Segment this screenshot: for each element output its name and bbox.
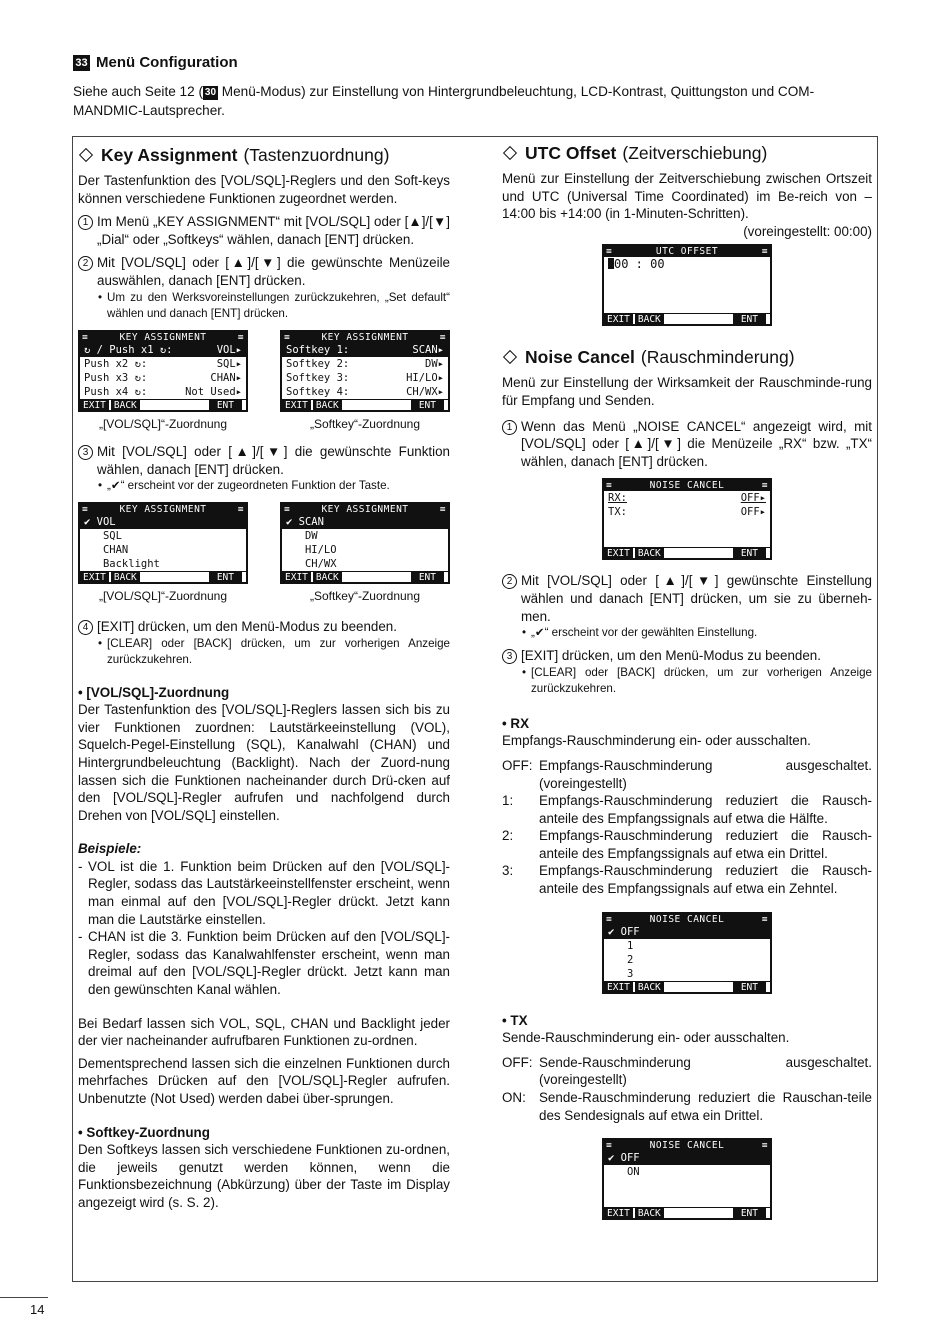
lcd-row: Softkey 1: SCAN▸	[282, 343, 448, 357]
lcd-screen	[602, 1138, 772, 1220]
example-item: - VOL ist die 1. Funktion beim Drücken auf den [VOL/SQL]-Regler, sodass das Lautstärkeeinstellfenster erscheint, wenn man einmal auf den [VOL/SQL]-Regler drückt. Jetzt kann man die Lautstärke einstellen.	[78, 858, 450, 927]
lcd-softkeys: EXIT BACK ENT	[604, 313, 770, 324]
definition-row: 2: Empfangs-Rauschminderung reduziert die Rausch-anteile des Empfangssignals auf etwa ein Drittel.	[502, 828, 872, 861]
step-2	[502, 572, 872, 625]
lcd-row: Push x4 ↻: Not Used▸	[84, 385, 242, 398]
lcd-row: Push x3 ↻: CHAN▸	[84, 371, 242, 384]
step-1	[502, 418, 872, 471]
heading-subtitle: (Zeitverschiebung)	[622, 143, 768, 163]
screen-caption: „[VOL/SQL]“-Zuordnung	[98, 416, 228, 431]
screen-caption: „Softkey“-Zuordnung	[309, 589, 421, 604]
lcd-row: CHAN	[84, 544, 129, 557]
lcd-row: 1	[608, 939, 634, 952]
utc-text: Menü zur Einstellung der Zeitverschiebung zwischen Ortszeit und UTC (Universal Time Coordinated) im Be-reich von –14:00 bis +14:00 (in 1-Minuten-Schritten).	[502, 171, 872, 222]
lcd-screen	[78, 330, 248, 412]
step-note: • [CLEAR] oder [BACK] drücken, um zur vorherigen Anzeige zurückzukehren.	[502, 665, 872, 697]
paragraph: Dementsprechend lassen sich die einzelnen Funktionen durch mehrfaches Drücken auf den [VOL/SQL]-Regler aufrufen. Unbenutzte (Not Used) werden dabei über-sprungen.	[78, 1055, 450, 1106]
lcd-row: 2	[608, 953, 634, 966]
lcd-row: Push x2 ↻: SQL▸	[84, 357, 242, 370]
intro-text-b: Menü-Modus) zur Einstellung von Hintergrundbeleuchtung, LCD-Kontrast, Quittungston und COM-MANDMIC-Lautsprecher.	[73, 84, 815, 118]
heading-title: Noise Cancel	[525, 347, 635, 368]
step-number: 1	[78, 215, 93, 230]
heading-title: UTC Offset	[525, 143, 617, 163]
section-intro	[73, 82, 883, 120]
lcd-title-bar: ≡ KEY ASSIGNMENT ≡	[284, 504, 446, 516]
lcd-title-bar: ≡ KEY ASSIGNMENT ≡	[284, 331, 446, 343]
lcd-row: ✔ OFF	[604, 1151, 770, 1165]
step-number: 2	[78, 256, 93, 271]
section-number-badge: 33	[73, 55, 90, 71]
lcd-row: SQL	[84, 530, 122, 543]
lcd-title-bar: ≡ KEY ASSIGNMENT ≡	[82, 331, 244, 343]
lcd-screen	[280, 330, 450, 412]
heading-title: Key Assignment	[101, 145, 238, 165]
lcd-row: ↻ / Push x1 ↻: VOL▸	[80, 343, 246, 357]
diamond-icon	[503, 146, 517, 160]
lcd-row: 00 : 00	[604, 257, 770, 271]
vol-sql-subheading: • [VOL/SQL]-Zuordnung	[78, 684, 230, 700]
step-note: • „✔“ erscheint vor der zugeordneten Funktion der Taste.	[78, 478, 450, 494]
page-rule	[0, 1297, 48, 1298]
examples-heading: Beispiele:	[78, 841, 142, 857]
step-text: [EXIT] drücken, um den Menü-Modus zu beenden.	[97, 618, 397, 634]
right-column	[502, 142, 872, 1220]
step-text: [EXIT] drücken, um den Menü-Modus zu beenden.	[521, 648, 821, 664]
lcd-softkeys: EXIT BACK ENT	[604, 547, 770, 558]
lcd-softkeys: EXIT BACK ENT	[604, 1207, 770, 1218]
step-3	[502, 647, 872, 665]
step-note: • „✔“ erscheint vor der gewählten Einstellung.	[502, 625, 872, 641]
diamond-icon	[503, 350, 517, 364]
screen-softkey-select	[280, 502, 450, 606]
lcd-title-bar: ≡ NOISE CANCEL ≡	[606, 913, 768, 925]
lcd-screen	[602, 478, 772, 560]
step-text: Mit [VOL/SQL] oder [▲]/[▼] die gewünschte Funktion wählen, danach [ENT] drücken.	[97, 444, 450, 477]
lcd-row: Softkey 3: HI/LO▸	[286, 371, 444, 384]
step-text: Mit [VOL/SQL] oder [▲]/[▼] gewünschte Einstellung wählen und danach [ENT] drücken, um sie zu überneh-men.	[521, 573, 872, 624]
definition-row: OFF: Empfangs-Rauschminderung ausgeschaltet. (voreingestellt)	[502, 757, 872, 791]
step-number: 4	[78, 620, 93, 635]
definition-row: ON: Sende-Rauschminderung reduziert die Rauschan-teile des Sendesignals auf etwa ein Drittel.	[502, 1090, 872, 1123]
paragraph: Bei Bedarf lassen sich VOL, SQL, CHAN und Backlight jeder der vier nacheinander aufrufbaren Funktionen zu-ordnen.	[78, 1015, 450, 1049]
left-column	[78, 144, 450, 1212]
step-number: 2	[502, 574, 517, 589]
lcd-softkeys: EXIT BACK ENT	[80, 571, 246, 582]
lcd-screen	[602, 244, 772, 326]
lcd-title-bar: ≡ UTC OFFSET ≡	[606, 246, 768, 258]
key-assignment-intro: Der Tastenfunktion des [VOL/SQL]-Reglers und den Soft-keys können verschiedene Funktionen zugeordnet werden.	[78, 173, 450, 206]
tx-definitions	[502, 1054, 872, 1124]
lcd-softkeys: EXIT BACK ENT	[604, 981, 770, 992]
noise-cancel-heading	[502, 346, 872, 368]
definition-row: 3: Empfangs-Rauschminderung reduziert die Rausch-anteile des Empfangssignals auf etwa ein Zehntel.	[502, 863, 872, 897]
lcd-row: Softkey 2: DW▸	[286, 357, 444, 370]
screen-softkey	[280, 330, 450, 434]
heading-subtitle: (Rauschminderung)	[640, 347, 795, 368]
lcd-screen	[78, 502, 248, 584]
screen-vol-sql-select	[78, 502, 248, 606]
lcd-row: ✔ VOL	[80, 515, 246, 529]
screen-caption: „[VOL/SQL]“-Zuordnung	[98, 589, 228, 604]
lcd-row: HI/LO	[286, 544, 337, 557]
key-assignment-heading	[78, 144, 450, 166]
section-heading	[73, 54, 238, 71]
lcd-softkeys: EXIT BACK ENT	[282, 399, 448, 410]
noise-screen-2-wrap	[502, 912, 872, 994]
screens-row-2	[78, 502, 450, 606]
page-number: 14	[30, 1302, 45, 1317]
lcd-title-bar: ≡ KEY ASSIGNMENT ≡	[82, 504, 244, 516]
example-item: - CHAN ist die 3. Funktion beim Drücken auf den [VOL/SQL]-Regler, sodass das Kanalwahlfenster erscheint, wenn man dreimal auf den [VOL/SQL]-Regler drückt. Jetzt kann man den gewünschten Kanal wählen.	[78, 929, 450, 998]
noise-text: Menü zur Einstellung der Wirksamkeit der Rauschminde-rung für Empfang und Senden.	[502, 375, 872, 408]
lcd-row: TX: OFF▸	[608, 506, 766, 519]
vol-sql-text: Der Tastenfunktion des [VOL/SQL]-Reglers lassen sich bis zu vier Funktionen zuordnen: Lautstärkeeinstellung (VOL), Squelch-Pegel-Einstellung (SQL), Kanalwahl (CHAN) und Hintergrundbeleuchtung (Backlight). Nach der Zuord-nung lassen sich die Funktionen nacheinander durch Drü-cken auf den [VOL/SQL]-Regler aufrufen und nachfolgend durch Drehen von [VOL/SQL] einstellen.	[78, 702, 450, 823]
softkey-subheading: • Softkey-Zuordnung	[78, 1124, 210, 1140]
noise-screen-3-wrap	[502, 1138, 872, 1220]
lcd-row: DW	[286, 530, 318, 543]
diamond-icon	[79, 148, 93, 162]
screen-caption: „Softkey“-Zuordnung	[309, 416, 421, 431]
step-3	[78, 443, 450, 478]
lcd-softkeys: EXIT BACK ENT	[80, 399, 246, 410]
step-4	[78, 618, 450, 636]
lcd-softkeys: EXIT BACK ENT	[282, 571, 448, 582]
tx-subheading: • TX	[502, 1012, 528, 1028]
lcd-row: Softkey 4: CH/WX▸	[286, 385, 444, 398]
lcd-row: 3	[608, 967, 634, 980]
lcd-row: CH/WX	[286, 558, 337, 571]
step-note: • Um zu den Werksvoreinstellungen zurückzukehren, „Set default“ wählen und danach [ENT] drücken.	[78, 290, 450, 322]
step-note: • [CLEAR] oder [BACK] drücken, um zur vorherigen Anzeige zurückzukehren.	[78, 636, 450, 668]
step-number: 3	[78, 445, 93, 460]
lcd-screen	[602, 912, 772, 994]
lcd-row: RX: OFF▸	[608, 492, 766, 505]
lcd-screen	[280, 502, 450, 584]
screen-vol-sql	[78, 330, 248, 434]
step-text: Im Menü „KEY ASSIGNMENT“ mit [VOL/SQL] oder [▲]/[▼] „Dial“ oder „Softkeys“ wählen, danach [ENT] drücken.	[97, 214, 450, 247]
heading-subtitle: (Tastenzuordnung)	[243, 145, 390, 165]
rx-text: Empfangs-Rauschminderung ein- oder ausschalten.	[502, 733, 811, 749]
utc-offset-heading	[502, 142, 872, 164]
lcd-title-bar: ≡ NOISE CANCEL ≡	[606, 1140, 768, 1152]
lcd-row: ✔ OFF	[604, 925, 770, 939]
lcd-row: ON	[608, 1166, 640, 1179]
tx-text: Sende-Rauschminderung ein- oder ausschalten.	[502, 1030, 790, 1046]
screens-row-1	[78, 330, 450, 434]
lcd-title-bar: ≡ NOISE CANCEL ≡	[606, 480, 768, 492]
section-title: Menü Configuration	[96, 54, 238, 71]
utc-screen-wrap	[502, 244, 872, 326]
step-1	[78, 213, 450, 248]
step-text: Wenn das Menü „NOISE CANCEL“ angezeigt wird, mit [VOL/SQL] oder [▲]/[▼] die Menüzeile „RX“ bzw. „TX“ wählen, danach [ENT] drücken.	[521, 418, 872, 469]
step-number: 3	[502, 649, 517, 664]
inline-section-badge: 30	[204, 87, 217, 98]
definition-row: 1: Empfangs-Rauschminderung reduziert die Rausch-anteile des Empfangssignals auf etwa die Hälfte.	[502, 793, 872, 826]
lcd-row: Backlight	[84, 558, 160, 571]
rx-definitions	[502, 757, 872, 898]
utc-default: (voreingestellt: 00:00)	[743, 223, 872, 239]
step-2	[78, 254, 450, 289]
rx-subheading: • RX	[502, 715, 530, 731]
noise-screen-1-wrap	[502, 478, 872, 560]
intro-text-a: Siehe auch Seite 12 (	[73, 84, 203, 99]
softkey-text: Den Softkeys lassen sich verschiedene Funktionen zu-ordnen, die jeweils genutzt werden können, wenn die Funktionsbezeichnung (Abkürzung) über der Taste im Display angezeigt wird (s. S. 2).	[78, 1142, 450, 1210]
step-text: Mit [VOL/SQL] oder [▲]/[▼] die gewünschte Menüzeile auswählen, danach [ENT] drücken.	[97, 255, 450, 288]
definition-row: OFF: Sende-Rauschminderung ausgeschaltet. (voreingestellt)	[502, 1054, 872, 1088]
step-number: 1	[502, 420, 517, 435]
lcd-row: ✔ SCAN	[282, 515, 448, 529]
